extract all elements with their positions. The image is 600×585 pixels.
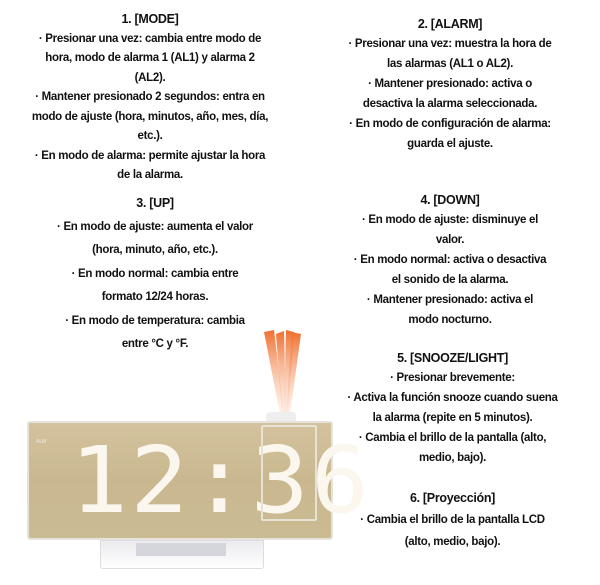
section-line: la alarma (repite en 5 minutos).	[372, 412, 533, 424]
clock-display	[27, 421, 372, 540]
section-title: 6. [Proyección]	[409, 491, 496, 505]
section-line: etc.).	[137, 130, 163, 142]
section-line: · Activa la función snooze cuando suena	[347, 392, 558, 404]
section-line: · En modo de alarma: permite ajustar la hora	[34, 149, 266, 162]
section-title: 4. [DOWN]	[420, 193, 480, 207]
section-alarm	[300, 14, 600, 154]
section-line: (hora, minuto, año, etc.).	[92, 244, 218, 256]
section-line: de la alarma.	[117, 169, 183, 181]
projector-panel	[261, 425, 317, 521]
section-line: desactiva la alarma seleccionada.	[362, 98, 538, 110]
section-line: · Cambia el brillo de la pantalla LCD	[360, 514, 545, 526]
section-line: modo de ajuste (hora, minutos, año, mes, día,	[31, 110, 269, 123]
section-line: las alarmas (AL1 o AL2).	[387, 58, 513, 70]
section-line: guarda el ajuste.	[407, 138, 493, 150]
section-title: 2. [ALARM]	[417, 17, 483, 31]
section-line: medio, bajo).	[418, 452, 487, 464]
section-line: · En modo normal: activa o desactiva	[353, 254, 547, 266]
section-title: 1. [MODE]	[121, 12, 179, 26]
section-line: · Mantener presionado 2 segundos: entra en	[35, 91, 265, 103]
section-line: valor.	[435, 234, 465, 246]
section-line: el sonido de la alarma.	[391, 274, 509, 286]
section-line: formato 12/24 horas.	[101, 291, 209, 303]
alarm-indicator: ALM	[36, 439, 47, 445]
section-line: · En modo de ajuste: disminuye el	[361, 214, 539, 226]
section-line: · Presionar brevemente:	[390, 372, 515, 384]
section-line: hora, modo de alarma 1 (AL1) y alarma 2	[45, 52, 255, 64]
section-line: · Mantener presionado: activa el	[366, 294, 534, 306]
section-line: · En modo de configuración de alarma:	[349, 118, 551, 130]
section-down	[305, 190, 595, 330]
section-title: 3. [UP]	[136, 196, 174, 210]
section-line: (alto, medio, bajo).	[404, 536, 501, 548]
section-mode	[0, 10, 300, 186]
section-title: 5. [SNOOZE/LIGHT]	[397, 351, 508, 365]
section-line: entre °C y °F.	[121, 338, 189, 350]
section-line: (AL2).	[134, 71, 166, 84]
projection-beam-icon	[262, 328, 302, 416]
clock-stand	[100, 540, 264, 569]
section-line: · Presionar una vez: muestra la hora de	[348, 38, 552, 50]
section-line: · En modo normal: cambia entre	[71, 267, 239, 280]
section-line: · En modo de ajuste: aumenta el valor	[57, 220, 253, 233]
section-line: · En modo de temperatura: cambia	[65, 314, 245, 327]
clock-time: 12:36	[69, 427, 372, 534]
section-line: · Mantener presionado: activa o	[368, 78, 532, 90]
section-up	[10, 192, 300, 357]
section-line: · Cambia el brillo de la pantalla (alto,	[358, 432, 547, 444]
section-line: modo nocturno.	[408, 314, 492, 326]
section-line: · Presionar una vez: cambia entre modo de	[38, 32, 262, 45]
